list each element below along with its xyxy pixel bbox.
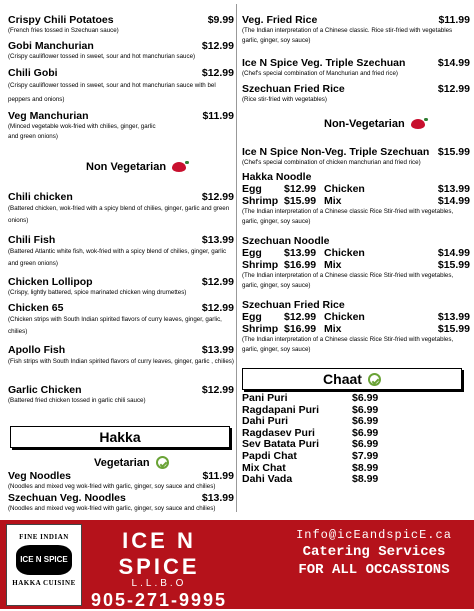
item-price: $11.99 — [438, 14, 470, 26]
column-divider — [236, 4, 237, 512]
chaat-price: $8.99 — [352, 461, 379, 474]
section-heading-non-vegetarian — [86, 161, 186, 173]
item-name: Chicken Lollipop — [8, 276, 93, 288]
item-name: Chili Fish — [8, 234, 56, 246]
option-price: $15.99 — [437, 259, 470, 271]
option-price: $16.99 — [284, 259, 317, 271]
item-description: (Crispy cauliflower tossed in sweet, sour and hot manchurian sauce) — [8, 53, 196, 60]
chaat-name: Dahi Vada — [242, 473, 293, 486]
chaat-name: Sev Batata Puri — [242, 438, 320, 451]
logo-bottom-text: HAKKA CUISINE — [12, 579, 76, 587]
option-price: $15.99 — [284, 195, 317, 207]
combo-prices — [242, 247, 470, 271]
menu-item — [8, 470, 234, 492]
item-name: Veg. Fried Rice — [242, 14, 318, 26]
item-description: (Minced vegetable wok-fried with chilies, ginger, garlic and green onions) — [8, 123, 156, 140]
restaurant-logo — [6, 524, 82, 606]
combo-item — [242, 171, 470, 227]
option-price: $12.99 — [284, 183, 317, 195]
item-name: Chili Gobi — [8, 67, 58, 79]
leaf-icon — [368, 373, 381, 386]
option-price: $13.99 — [437, 311, 470, 323]
item-description: (Battered chicken, wok-fried with a spicy blend of chilies, ginger, garlic and green onions) — [8, 205, 230, 224]
item-price: $9.99 — [207, 14, 234, 26]
item-price: $11.99 — [202, 110, 234, 122]
item-price: $15.99 — [437, 146, 470, 158]
item-name: Ice N Spice Veg. Triple Szechuan — [242, 57, 406, 69]
item-price: $12.99 — [201, 384, 234, 396]
contact-block — [278, 528, 470, 578]
item-price: $12.99 — [201, 67, 234, 79]
chaat-name: Ragdapani Puri — [242, 403, 320, 416]
section-title: Non-Vegetarian — [324, 118, 405, 130]
section-title: Non Vegetarian — [86, 161, 167, 173]
item-price: $12.99 — [201, 276, 234, 288]
combo-prices — [242, 311, 470, 335]
option-name: Egg — [242, 183, 262, 195]
chaat-price: $7.99 — [352, 449, 379, 462]
option-name: Mix — [324, 323, 342, 335]
combo-title: Szechuan Noodle — [242, 235, 330, 247]
section-title: Chaat — [323, 371, 362, 387]
brand-block — [84, 528, 234, 611]
option-name: Shrimp — [242, 195, 279, 207]
item-description: (Battered Atlantic white fish, wok-fried with a spicy blend of chilies, ginger, garlic and green onions) — [8, 248, 227, 267]
item-description: (The Indian interpretation of a Chinese classic Rice Stir-fried with vegetables, garlic, ginger, soy sauce) — [242, 336, 454, 353]
option-price: $13.99 — [284, 247, 317, 259]
chaat-price: $6.99 — [352, 426, 379, 439]
logo-top-text: FINE INDIAN — [19, 533, 69, 541]
menu-item — [8, 384, 234, 406]
menu-item — [8, 40, 234, 62]
item-name: Crispy Chili Potatoes — [8, 14, 114, 26]
item-price: $12.99 — [201, 302, 234, 314]
option-name: Shrimp — [242, 259, 279, 271]
option-name: Mix — [324, 195, 342, 207]
item-name: Veg Manchurian — [8, 110, 89, 122]
section-box-chaat — [242, 368, 462, 390]
menu-item — [8, 302, 234, 338]
chili-icon — [172, 162, 186, 172]
menu-item — [8, 492, 234, 514]
menu-item — [8, 344, 234, 368]
option-name: Shrimp — [242, 323, 279, 335]
option-price: $16.99 — [284, 323, 317, 335]
combo-title: Hakka Noodle — [242, 171, 312, 183]
item-description: (Battered fried chicken tossed in garlic chili sauce) — [8, 397, 146, 404]
option-name: Mix — [324, 259, 342, 271]
option-name: Chicken — [324, 311, 365, 323]
chaat-price: $6.99 — [352, 392, 379, 404]
email-address: Info@icEandspicE.ca — [296, 528, 452, 542]
chaat-name: Dahi Puri — [242, 415, 289, 428]
item-price: $13.99 — [201, 492, 234, 504]
leaf-icon — [156, 456, 169, 469]
menu-item — [8, 67, 234, 107]
item-price: $11.99 — [202, 470, 234, 482]
menu-item — [242, 83, 470, 105]
item-description: (Chicken strips with South Indian spirited flavors of curry leaves, ginger, garlic, chilies) — [8, 316, 222, 335]
item-description: (The Indian interpretation of a Chinese classic Rice Stir-fried with vegetables, garlic, ginger, soy sauce) — [242, 272, 454, 289]
section-box-hakka — [10, 426, 230, 448]
chaat-price: $6.99 — [352, 403, 379, 416]
item-price: $13.99 — [201, 234, 234, 246]
brand-name: ICE N SPICE — [118, 528, 200, 579]
option-price: $13.99 — [437, 183, 470, 195]
item-name: Chicken 65 — [8, 302, 64, 314]
chaat-name: Pani Puri — [242, 392, 288, 404]
chaat-price: $6.99 — [352, 415, 379, 428]
menu-item — [8, 191, 234, 227]
item-name: Veg Noodles — [8, 470, 72, 482]
item-name: Apollo Fish — [8, 344, 66, 356]
menu-item — [242, 146, 470, 168]
item-description: (Fish strips with South Indian spirited flavors of curry leaves, ginger, garlic , chilies) — [8, 358, 234, 365]
item-description: (Crispy cauliflower tossed in sweet, sour and hot manchurian sauce with bel peppers and onions) — [8, 82, 216, 103]
chaat-name: Mix Chat — [242, 461, 286, 474]
item-description: (French fries tossed in Szechuan sauce) — [8, 27, 119, 34]
combo-item — [242, 235, 470, 291]
item-description: (Noodles and mixed veg wok-fried with garlic, ginger, soy sauce and chilies) — [8, 483, 216, 490]
section-title: Vegetarian — [94, 456, 150, 469]
chaat-name: Papdi Chat — [242, 449, 297, 462]
item-price: $14.99 — [437, 57, 470, 69]
menu-item — [8, 110, 234, 142]
item-name: Szechuan Veg. Noodles — [8, 492, 126, 504]
license-text: L.L.B.O — [131, 578, 187, 589]
item-name: Ice N Spice Non-Veg. Triple Szechuan — [242, 146, 430, 158]
section-title: Hakka — [99, 429, 141, 445]
option-price: $14.99 — [437, 195, 470, 207]
combo-prices — [242, 183, 470, 207]
chaat-list — [242, 393, 392, 486]
item-description: (Chef's special combination of Manchurian and fried rice) — [242, 70, 398, 77]
logo-mark: ICE N SPICE — [16, 545, 72, 575]
item-description: (The Indian interpretation of a Chinese classic Rice Stir-fried with vegetables, garlic, ginger, soy sauce) — [242, 208, 454, 225]
item-description: (The Indian interpretation of a Chinese classic. Rice stir-fried with vegetables garlic, ginger, soy sauce) — [242, 27, 453, 44]
section-heading-vegetarian — [94, 456, 169, 469]
item-price: $12.99 — [437, 83, 470, 95]
menu-item — [8, 14, 234, 36]
occasions-text: FOR ALL OCCASSIONS — [298, 562, 450, 578]
item-price: $13.99 — [201, 344, 234, 356]
menu-item — [242, 57, 470, 79]
catering-text: Catering Services — [302, 544, 446, 560]
option-price: $12.99 — [284, 311, 317, 323]
chaat-name: Ragdasev Puri — [242, 426, 315, 439]
menu-item — [242, 14, 470, 46]
chili-icon — [411, 119, 425, 129]
item-name: Garlic Chicken — [8, 384, 82, 396]
item-description: (Crispy, lightly battered, spice marinated chicken wing drumettes) — [8, 289, 187, 296]
item-description: (Rice stir-fried with vegetables) — [242, 96, 327, 103]
item-price: $12.99 — [201, 40, 234, 52]
option-name: Egg — [242, 247, 262, 259]
chaat-price: $6.99 — [352, 438, 379, 451]
item-description: (Noodles and mixed veg wok-fried with garlic, ginger, soy sauce and chilies) — [8, 505, 216, 512]
item-description: (Chef's special combination of chicken manchurian and fried rice) — [242, 159, 421, 166]
menu-item — [8, 276, 234, 298]
item-name: Szechuan Fried Rice — [242, 83, 345, 95]
option-price: $14.99 — [437, 247, 470, 259]
item-name: Chili chicken — [8, 191, 73, 203]
menu-item — [8, 234, 234, 270]
item-name: Gobi Manchurian — [8, 40, 94, 52]
option-price: $15.99 — [437, 323, 470, 335]
item-price: $12.99 — [201, 191, 234, 203]
option-name: Chicken — [324, 247, 365, 259]
section-heading-non-vegetarian — [324, 118, 425, 130]
combo-title: Szechuan Fried Rice — [242, 299, 345, 311]
option-name: Chicken — [324, 183, 365, 195]
combo-item — [242, 299, 470, 355]
chaat-price: $8.99 — [352, 473, 379, 486]
phone-number: 905-271-9995 — [90, 590, 228, 610]
option-name: Egg — [242, 311, 262, 323]
